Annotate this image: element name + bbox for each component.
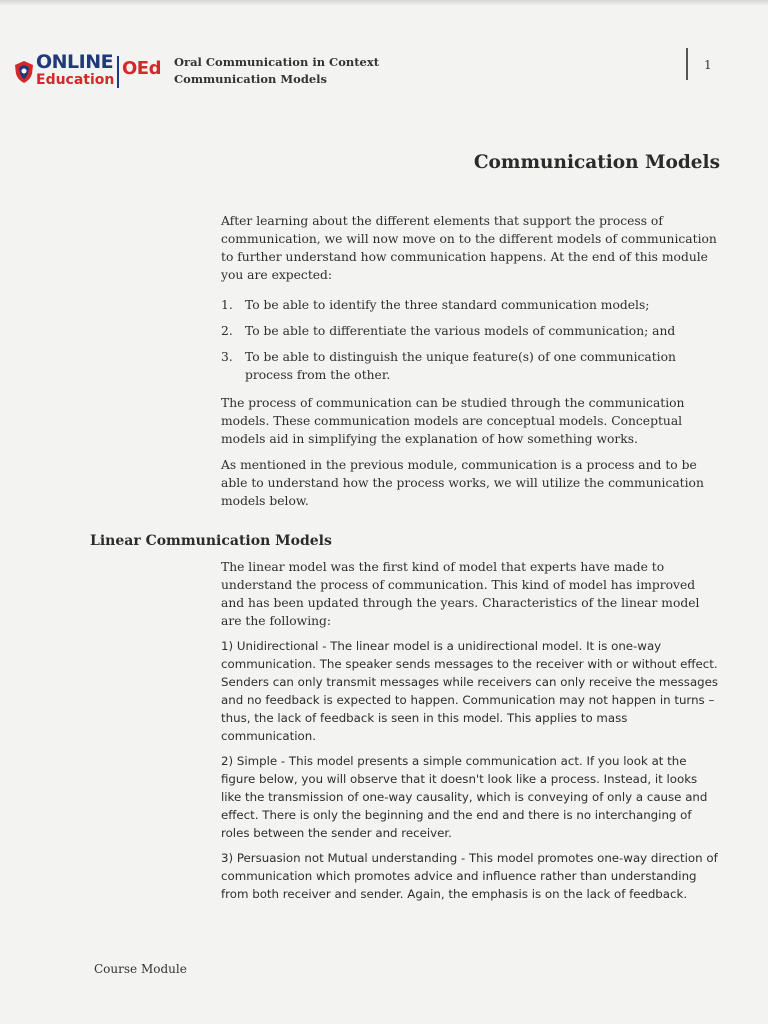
course-title: Oral Communication in Context bbox=[174, 55, 380, 69]
objective-number: 1. bbox=[221, 298, 233, 312]
online-education-logo bbox=[14, 52, 166, 92]
shield-icon bbox=[14, 60, 34, 84]
objective-text: To be able to differentiate the various models of communication; and bbox=[245, 324, 676, 338]
intro-paragraph bbox=[221, 212, 721, 284]
objective-text: To be able to distinguish the unique feature(s) of one communication process from the other. bbox=[245, 350, 676, 382]
objective-number: 3. bbox=[221, 350, 233, 364]
objective-item bbox=[221, 296, 711, 314]
objective-item bbox=[221, 322, 711, 340]
characteristic-text: 1) Unidirectional - The linear model is a unidirectional model. It is one-way communication. The speaker sends messages to the receiver with or without effect. Senders can only transmit messages while receivers can only receive the messages and no feedback is expected to happen. Communication may not happen in turns – thus, the lack of feedback is seen in this model. This applies to mass communication. bbox=[221, 639, 719, 743]
header-divider bbox=[686, 48, 688, 80]
characteristic-text: 3) Persuasion not Mutual understanding - This model promotes one-way direction of communication which promotes advice and influence rather than understanding from both receiver and sender. Again, the emphasis is on the lack of feedback. bbox=[221, 851, 718, 901]
characteristic-text: 2) Simple - This model presents a simple communication act. If you look at the figure below, you will observe that it doesn't look like a process. Instead, it looks like the transmission of one-way causality, which is conveying of only a cause and effect. There is only the beginning and the end and there is no interchanging of roles between the sender and receiver. bbox=[221, 754, 708, 840]
models-text: The process of communication can be studied through the communication models. These communication models are conceptual models. Conceptual models aid in simplifying the explanation of how something works. bbox=[221, 396, 685, 446]
mentioned-paragraph bbox=[221, 456, 721, 510]
characteristic-unidirectional bbox=[221, 637, 721, 745]
logo-divider bbox=[117, 56, 119, 88]
page-number: 1 bbox=[704, 58, 712, 72]
models-paragraph bbox=[221, 394, 721, 448]
document-title: Communication Models bbox=[473, 152, 720, 173]
logo-oed-text: OEd bbox=[122, 58, 161, 79]
objective-number: 2. bbox=[221, 324, 233, 338]
logo-online-text: ONLINE bbox=[36, 51, 114, 73]
course-subtitle: Communication Models bbox=[174, 72, 328, 86]
characteristic-simple bbox=[221, 752, 721, 842]
intro-text: After learning about the different elements that support the process of communication, we will now move on to the different models of communication to further understand how communication happens. At the end of this module you are expected: bbox=[221, 214, 717, 282]
section-heading-linear: Linear Communication Models bbox=[90, 533, 332, 549]
scan-edge bbox=[0, 0, 768, 6]
footer-course-module: Course Module bbox=[94, 962, 187, 976]
objectives-list bbox=[221, 296, 711, 392]
objective-text: To be able to identify the three standard communication models; bbox=[245, 298, 650, 312]
linear-model-paragraph bbox=[221, 558, 721, 630]
logo-education-text: Education bbox=[36, 72, 115, 88]
mentioned-text: As mentioned in the previous module, communication is a process and to be able to understand how the process works, we will utilize the communication models below. bbox=[221, 458, 704, 508]
characteristic-persuasion bbox=[221, 849, 721, 903]
linear-model-text: The linear model was the first kind of model that experts have made to understand the process of communication. This kind of model has improved and has been updated through the years. Characteristics of the linear model are the following: bbox=[221, 560, 700, 628]
objective-item bbox=[221, 348, 711, 384]
